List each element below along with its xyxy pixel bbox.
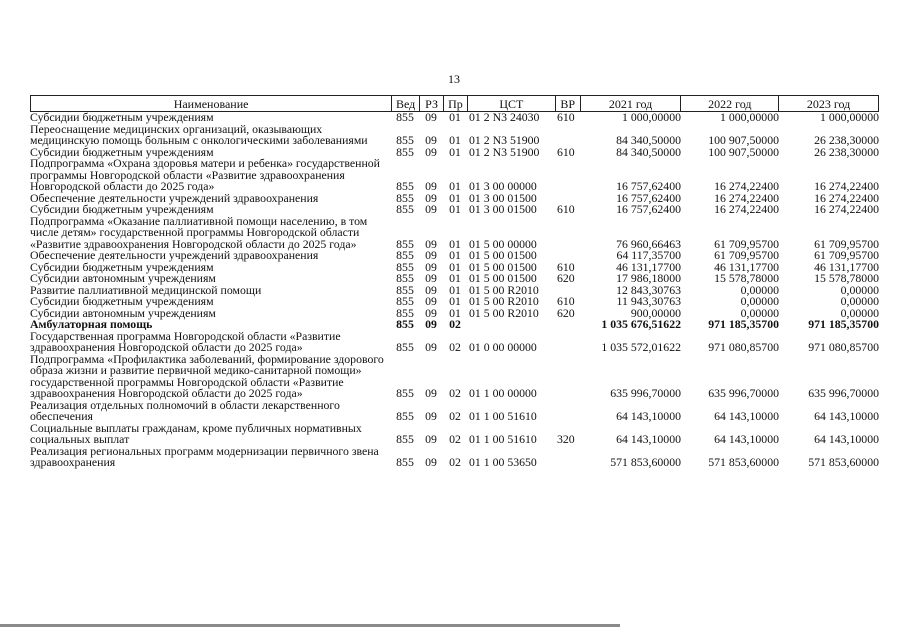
cell-y2022: 0,00000 [740, 305, 779, 320]
table-body [30, 112, 879, 469]
cell-y2023: 16 274,22400 [814, 179, 879, 193]
cell-name: Субсидии автономным учреждениям [30, 305, 216, 320]
cell-rz: 09 [425, 248, 437, 262]
cell-y2021: 46 131,17700 [616, 259, 681, 274]
cell-cst: 01 1 00 00000 [469, 386, 537, 400]
cell-pr: 01 [449, 282, 461, 297]
cell-pr: 01 [449, 259, 461, 274]
cell-ved: 855 [396, 236, 414, 251]
cell-cst: 01 3 00 01500 [469, 202, 537, 216]
header-vr: ВР [555, 96, 580, 111]
cell-pr: 01 [449, 133, 461, 147]
header-name: Наименование [173, 97, 249, 111]
cell-y2022: 971 185,35700 [708, 317, 779, 331]
cell-y2022: 46 131,17700 [714, 259, 779, 274]
cell-y2023: 571 853,60000 [808, 455, 879, 469]
cell-y2022: 0,00000 [740, 294, 779, 308]
cell-ved: 855 [396, 271, 414, 285]
cell-vr: 610 [557, 294, 575, 308]
cell-ved: 855 [396, 248, 414, 262]
cell-cst: 01 2 N3 51900 [469, 144, 540, 159]
cell-y2023: 15 578,78000 [814, 271, 879, 285]
cell-y2023: 16 274,22400 [814, 190, 879, 205]
cell-name: Социальные выплаты гражданам, кроме публичных нормативных социальных выплат [30, 420, 362, 446]
cell-ved: 855 [396, 179, 414, 193]
cell-y2021: 11 943,30763 [616, 294, 681, 308]
scan-edge-line [0, 624, 620, 627]
cell-cst: 01 5 00 R2010 [469, 305, 539, 320]
table-row [30, 351, 879, 400]
cell-y2021: 635 996,70000 [610, 386, 681, 400]
cell-cst: 01 3 00 00000 [469, 179, 537, 193]
cell-y2023: 971 080,85700 [808, 340, 879, 354]
cell-y2022: 971 080,85700 [708, 340, 779, 354]
cell-cst: 01 3 00 01500 [469, 190, 537, 205]
page-number: 13 [448, 72, 460, 86]
cell-y2021: 16 757,62400 [616, 202, 681, 216]
cell-y2023: 26 238,30000 [814, 144, 879, 159]
cell-y2021: 16 757,62400 [616, 179, 681, 193]
table-row [30, 397, 879, 423]
cell-pr: 01 [449, 271, 461, 285]
cell-y2022: 64 143,10000 [714, 432, 779, 446]
cell-y2021: 17 986,18000 [616, 271, 681, 285]
cell-y2021: 64 117,35700 [616, 248, 681, 262]
cell-rz: 09 [425, 305, 437, 320]
table-row [30, 328, 879, 354]
cell-ved: 855 [396, 409, 414, 423]
cell-pr: 01 [449, 236, 461, 251]
cell-y2023: 635 996,70000 [808, 386, 879, 400]
cell-cst: 01 1 00 53650 [469, 455, 537, 469]
cell-ved: 855 [396, 144, 414, 159]
header-2021: 2021 год [580, 96, 681, 111]
cell-pr: 02 [449, 386, 461, 400]
cell-name: Подпрограмма «Профилактика заболеваний, формирование здорового образа жизни и развитие первичной медико-санитарной помощи» государственной программы Новгородской области «Развитие здравоохранения Новгородской области до 2025 года» [30, 351, 384, 400]
cell-y2023: 0,00000 [840, 282, 879, 297]
cell-y2022: 15 578,78000 [714, 271, 779, 285]
cell-ved: 855 [396, 202, 414, 216]
cell-rz: 09 [425, 282, 437, 297]
table-row [30, 420, 879, 446]
cell-vr: 320 [557, 432, 575, 446]
cell-y2022: 0,00000 [740, 282, 779, 297]
cell-y2023: 971 185,35700 [808, 317, 879, 331]
cell-y2023: 61 709,95700 [814, 248, 879, 262]
cell-cst: 01 5 00 00000 [469, 236, 537, 251]
cell-y2022: 1 000,00000 [720, 110, 779, 124]
table-row [30, 158, 879, 193]
cell-pr: 01 [449, 190, 461, 205]
cell-y2021: 1 000,00000 [622, 110, 681, 124]
cell-name: Переоснащение медицинских организаций, оказывающих медицинскую помощь больным с онкологическими заболеваниями [30, 121, 368, 147]
cell-name: Субсидии бюджетным учреждениям [30, 144, 214, 159]
cell-cst: 01 5 00 01500 [469, 271, 537, 285]
cell-y2021: 76 960,66463 [616, 236, 681, 251]
cell-name: Реализация региональных программ модернизации первичного звена здравоохранения [30, 443, 379, 469]
cell-cst: 01 5 00 01500 [469, 259, 537, 274]
cell-name: Реализация отдельных полномочий в области лекарственного обеспечения [30, 397, 340, 423]
cell-y2022: 16 274,22400 [714, 190, 779, 205]
cell-y2022: 61 709,95700 [714, 248, 779, 262]
cell-y2023: 61 709,95700 [814, 236, 879, 251]
cell-y2021: 12 843,30763 [616, 282, 681, 297]
cell-pr: 01 [449, 110, 461, 124]
cell-ved: 855 [396, 340, 414, 354]
cell-vr: 620 [557, 271, 575, 285]
cell-cst: 01 0 00 00000 [469, 340, 537, 354]
cell-y2021: 84 340,50000 [616, 144, 681, 159]
cell-ved: 855 [396, 455, 414, 469]
cell-pr: 02 [449, 409, 461, 423]
cell-y2021: 84 340,50000 [616, 133, 681, 147]
cell-y2022: 635 996,70000 [708, 386, 779, 400]
cell-y2022: 61 709,95700 [714, 236, 779, 251]
cell-y2023: 1 000,00000 [820, 110, 879, 124]
cell-y2023: 0,00000 [840, 294, 879, 308]
header-ved: Вед [391, 96, 419, 111]
cell-rz: 09 [425, 294, 437, 308]
cell-ved: 855 [396, 294, 414, 308]
cell-ved: 855 [396, 110, 414, 124]
cell-rz: 09 [425, 455, 437, 469]
cell-pr: 01 [449, 144, 461, 159]
cell-y2021: 16 757,62400 [616, 190, 681, 205]
cell-ved: 855 [396, 133, 414, 147]
cell-ved: 855 [396, 305, 414, 320]
header-cst: ЦСТ [467, 96, 555, 111]
cell-pr: 01 [449, 202, 461, 216]
cell-rz: 09 [425, 190, 437, 205]
cell-name: Подпрограмма «Охрана здоровья матери и ребенка» государственной программы Новгородской области «Развитие здравоохранения Новгородской области до 2025 года» [30, 156, 380, 193]
table-row [30, 121, 879, 147]
cell-y2022: 64 143,10000 [714, 409, 779, 423]
cell-y2021: 64 143,10000 [616, 409, 681, 423]
cell-name: Субсидии бюджетным учреждениям [30, 110, 214, 124]
cell-y2021: 1 035 676,51622 [601, 317, 681, 331]
cell-y2022: 571 853,60000 [708, 455, 779, 469]
cell-name: Обеспечение деятельности учреждений здравоохранения [30, 190, 319, 205]
cell-rz: 09 [425, 340, 437, 354]
cell-y2021: 64 143,10000 [616, 432, 681, 446]
cell-rz: 09 [425, 133, 437, 147]
cell-y2022: 100 907,50000 [708, 144, 779, 159]
cell-y2023: 0,00000 [840, 305, 879, 320]
cell-y2022: 100 907,50000 [708, 133, 779, 147]
cell-y2023: 64 143,10000 [814, 409, 879, 423]
header-rz: РЗ [419, 96, 443, 111]
cell-vr: 610 [557, 144, 575, 159]
cell-ved: 855 [396, 432, 414, 446]
cell-rz: 09 [425, 236, 437, 251]
cell-ved: 855 [396, 317, 414, 331]
cell-y2023: 64 143,10000 [814, 432, 879, 446]
cell-name: Субсидии бюджетным учреждениям [30, 202, 214, 216]
cell-name: Субсидии бюджетным учреждениям [30, 259, 214, 274]
cell-pr: 01 [449, 305, 461, 320]
cell-name: Обеспечение деятельности учреждений здравоохранения [30, 248, 319, 262]
cell-rz: 09 [425, 144, 437, 159]
cell-rz: 09 [425, 432, 437, 446]
table-row [30, 443, 879, 469]
header-2022: 2022 год [680, 96, 778, 111]
cell-cst: 01 2 N3 51900 [469, 133, 540, 147]
cell-cst: 01 5 00 01500 [469, 248, 537, 262]
table-row [30, 213, 879, 251]
header-pr: Пр [443, 96, 467, 111]
cell-ved: 855 [396, 386, 414, 400]
cell-name: Развитие паллиативной медицинской помощи [30, 282, 262, 297]
cell-rz: 09 [425, 409, 437, 423]
cell-pr: 02 [449, 340, 461, 354]
cell-cst: 01 1 00 51610 [469, 432, 537, 446]
cell-vr: 610 [557, 202, 575, 216]
cell-pr: 02 [449, 317, 461, 331]
cell-rz: 09 [425, 386, 437, 400]
cell-y2021: 900,00000 [630, 305, 681, 320]
cell-pr: 01 [449, 294, 461, 308]
cell-rz: 09 [425, 271, 437, 285]
cell-vr: 610 [557, 259, 575, 274]
cell-rz: 09 [425, 179, 437, 193]
cell-y2023: 26 238,30000 [814, 133, 879, 147]
cell-y2021: 571 853,60000 [610, 455, 681, 469]
cell-y2022: 16 274,22400 [714, 179, 779, 193]
cell-rz: 09 [425, 110, 437, 124]
cell-name: Амбулаторная помощь [30, 317, 153, 331]
cell-vr: 620 [557, 305, 575, 320]
cell-pr: 01 [449, 179, 461, 193]
cell-pr: 02 [449, 455, 461, 469]
cell-y2022: 16 274,22400 [714, 202, 779, 216]
cell-pr: 02 [449, 432, 461, 446]
cell-name: Подпрограмма «Оказание паллиативной помощи населению, в том числе детям» государственной программы Новгородской области «Развитие здравоохранения Новгородской области до 2025 года» [30, 213, 368, 251]
cell-ved: 855 [396, 190, 414, 205]
cell-y2023: 46 131,17700 [814, 259, 879, 274]
cell-name: Субсидии автономным учреждениям [30, 271, 216, 285]
cell-ved: 855 [396, 282, 414, 297]
cell-vr: 610 [557, 110, 575, 124]
cell-name: Субсидии бюджетным учреждениям [30, 294, 214, 308]
cell-rz: 09 [425, 317, 437, 331]
cell-cst: 01 1 00 51610 [469, 409, 537, 423]
cell-y2023: 16 274,22400 [814, 202, 879, 216]
cell-rz: 09 [425, 259, 437, 274]
cell-rz: 09 [425, 202, 437, 216]
header-2023: 2023 год [778, 96, 878, 111]
cell-name: Государственная программа Новгородской области «Развитие здравоохранения Новгородской области до 2025 года» [30, 328, 341, 354]
cell-cst: 01 5 00 R2010 [469, 294, 539, 308]
cell-pr: 01 [449, 248, 461, 262]
cell-y2021: 1 035 572,01622 [601, 340, 681, 354]
cell-cst: 01 5 00 R2010 [469, 282, 539, 297]
cell-ved: 855 [396, 259, 414, 274]
cell-cst: 01 2 N3 24030 [469, 110, 540, 124]
